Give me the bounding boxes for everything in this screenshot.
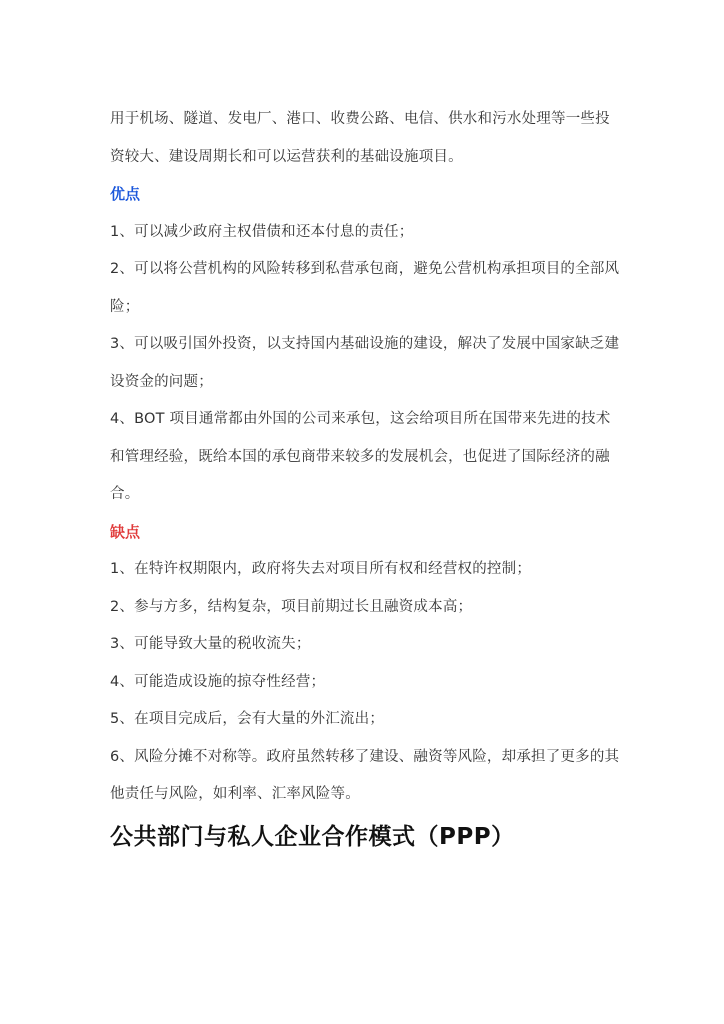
document-body	[110, 101, 622, 857]
cons-heading: 缺点	[110, 522, 141, 541]
pros-item-1: 1、可以减少政府主权借债和还本付息的责任；	[110, 223, 414, 240]
pros-heading: 优点	[110, 185, 141, 203]
intro-line-2: 资较大、建设周期长和可以运营获利的基础设施项目。	[110, 148, 463, 165]
cons-item-4: 4、可能造成设施的掠夺性经营；	[110, 673, 326, 690]
pros-item-4: 4、BOT 项目通常都由外国的公司来承包，这会给项目所在国带来先进的技术和管理经验，既给本国的承包商带来较多的发展机会，也促进了国际经济的融合。	[110, 411, 611, 502]
cons-item-1: 1、在特许权期限内，政府将失去对项目所有权和经营权的控制；	[110, 561, 532, 577]
cons-item-5: 5、在项目完成后，会有大量的外汇流出；	[110, 711, 385, 727]
intro-line-1: 用于机场、隧道、发电厂、港口、收费公路、电信、供水和污水处理等一些投	[110, 111, 610, 127]
cons-item-2: 2、参与方多，结构复杂，项目前期过长且融资成本高；	[110, 598, 473, 615]
cons-item-3: 3、可能导致大量的税收流失；	[110, 636, 311, 652]
ppp-section-title: 公共部门与私人企业合作模式（PPP）	[110, 823, 515, 850]
pros-item-3: 3、可以吸引国外投资，以支持国内基础设施的建设，解决了发展中国家缺乏建设资金的问题；	[110, 336, 620, 390]
pros-item-2: 2、可以将公营机构的风险转移到私营承包商，避免公营机构承担项目的全部风险；	[110, 261, 620, 315]
cons-item-6: 6、风险分摊不对称等。政府虽然转移了建设、融资等风险，却承担了更多的其他责任与风险，如利率、汇率风险等。	[110, 748, 620, 802]
